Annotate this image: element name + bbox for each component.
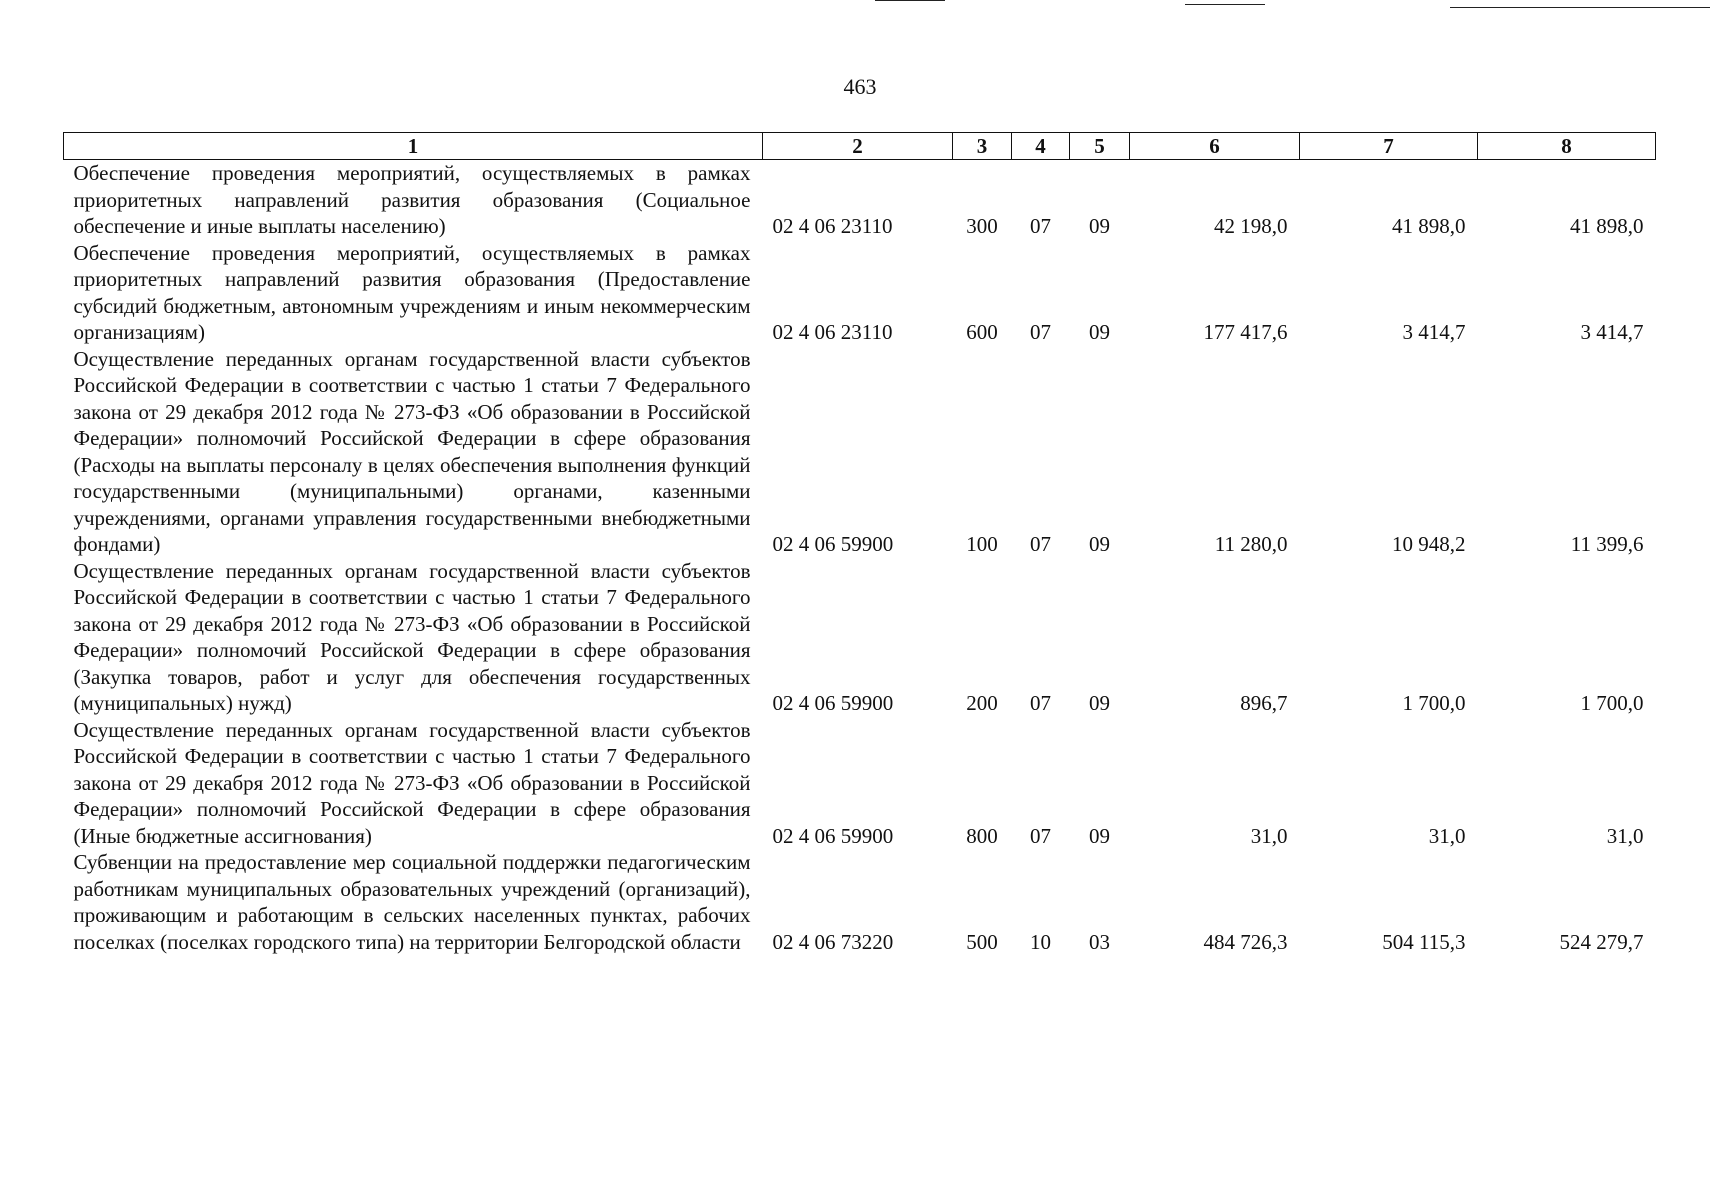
row-value-8: 524 279,7	[1559, 929, 1644, 954]
row-subsection: 09	[1089, 691, 1110, 715]
row-code: 02 4 06 73220	[772, 929, 894, 954]
row-description: Обеспечение проведения мероприятий, осуществляемых в рамках приоритетных направлений развития образования (Социальное обеспечение и иные выплаты населению)	[73, 161, 751, 238]
row-value-6: 31,0	[1250, 823, 1288, 848]
row-value-6: 896,7	[1240, 691, 1288, 715]
row-code: 02 4 06 59900	[772, 691, 894, 715]
column-header: 3	[953, 133, 1012, 160]
scan-edge-rule	[1185, 4, 1265, 5]
row-description: Осуществление переданных органам государственной власти субъектов Российской Федерации в соответствии с частью 1 статьи 7 Федерального закона от 29 декабря 2012 года № 273-ФЗ «Об образовании в Российской Федерации» полномочий Российской Федерации в сфере образования (Иные бюджетные ассигнования)	[73, 717, 751, 848]
column-header: 7	[1300, 133, 1478, 160]
scan-edge-rule	[1450, 7, 1710, 8]
row-subsection: 09	[1089, 214, 1110, 238]
table-row	[64, 160, 1656, 240]
row-code: 02 4 06 59900	[772, 823, 894, 848]
row-value-6: 42 198,0	[1214, 214, 1288, 238]
row-expense-type: 300	[966, 214, 998, 238]
row-expense-type: 100	[966, 532, 998, 556]
row-expense-type: 200	[966, 691, 998, 715]
row-value-7: 504 115,3	[1382, 929, 1466, 954]
row-value-8: 3 414,7	[1580, 320, 1644, 344]
row-expense-type: 500	[966, 929, 998, 954]
row-value-6: 11 280,0	[1214, 532, 1288, 556]
table-row	[64, 717, 1656, 850]
row-value-8: 1 700,0	[1580, 691, 1644, 715]
column-header: 6	[1130, 133, 1300, 160]
column-header: 2	[763, 133, 953, 160]
table-row	[64, 849, 1656, 955]
row-value-7: 10 948,2	[1392, 532, 1466, 556]
table-row	[64, 240, 1656, 346]
column-header: 5	[1070, 133, 1130, 160]
row-expense-type: 600	[966, 320, 998, 344]
budget-table	[63, 132, 1656, 955]
row-value-8: 11 399,6	[1570, 532, 1644, 556]
row-description: Осуществление переданных органам государственной власти субъектов Российской Федерации в соответствии с частью 1 статьи 7 Федерального закона от 29 декабря 2012 года № 273-ФЗ «Об образовании в Российской Федерации» полномочий Российской Федерации в сфере образования (Расходы на выплаты персоналу в целях обеспечения выполнения функций государственными (муниципальными) органами, казенными учреждениями, органами управления государственными внебюджетными фондами)	[73, 346, 751, 556]
row-section: 07	[1030, 532, 1051, 556]
table-row	[64, 346, 1656, 558]
row-description: Осуществление переданных органам государственной власти субъектов Российской Федерации в соответствии с частью 1 статьи 7 Федерального закона от 29 декабря 2012 года № 273-ФЗ «Об образовании в Российской Федерации» полномочий Российской Федерации в сфере образования (Закупка товаров, работ и услуг для обеспечения государственных (муниципальных) нужд)	[73, 558, 751, 715]
row-value-8: 31,0	[1606, 823, 1644, 848]
row-code: 02 4 06 59900	[772, 532, 894, 556]
row-section: 07	[1030, 214, 1051, 238]
row-subsection: 09	[1089, 823, 1110, 848]
row-description: Субвенции на предоставление мер социальной поддержки педагогическим работникам муниципальных образовательных учреждений (организаций), проживающим и работающим в сельских населенных пунктах, рабочих поселках (поселках городского типа) на территории Белгородской области	[73, 850, 751, 954]
row-value-7: 31,0	[1428, 823, 1466, 848]
row-subsection: 09	[1089, 320, 1110, 344]
row-section: 07	[1030, 823, 1051, 848]
row-value-7: 1 700,0	[1402, 691, 1466, 715]
row-value-8: 41 898,0	[1570, 214, 1644, 238]
column-header: 1	[64, 133, 763, 160]
page-number: 463	[843, 74, 877, 99]
scan-edge-rule	[875, 0, 945, 1]
column-number-header	[64, 133, 1656, 160]
row-section: 07	[1030, 691, 1051, 715]
row-subsection: 09	[1089, 532, 1110, 556]
row-section: 10	[1030, 929, 1051, 954]
row-code: 02 4 06 23110	[772, 320, 893, 344]
column-header: 4	[1012, 133, 1070, 160]
row-value-6: 484 726,3	[1203, 929, 1288, 954]
row-value-7: 3 414,7	[1402, 320, 1466, 344]
row-code: 02 4 06 23110	[772, 214, 893, 238]
row-value-7: 41 898,0	[1392, 214, 1466, 238]
column-header: 8	[1478, 133, 1656, 160]
row-expense-type: 800	[966, 823, 998, 848]
table-row	[64, 558, 1656, 717]
row-section: 07	[1030, 320, 1051, 344]
row-value-6: 177 417,6	[1203, 320, 1288, 344]
row-subsection: 03	[1089, 929, 1110, 954]
row-description: Обеспечение проведения мероприятий, осуществляемых в рамках приоритетных направлений развития образования (Предоставление субсидий бюджетным, автономным учреждениям и иным некоммерческим организациям)	[73, 240, 751, 344]
